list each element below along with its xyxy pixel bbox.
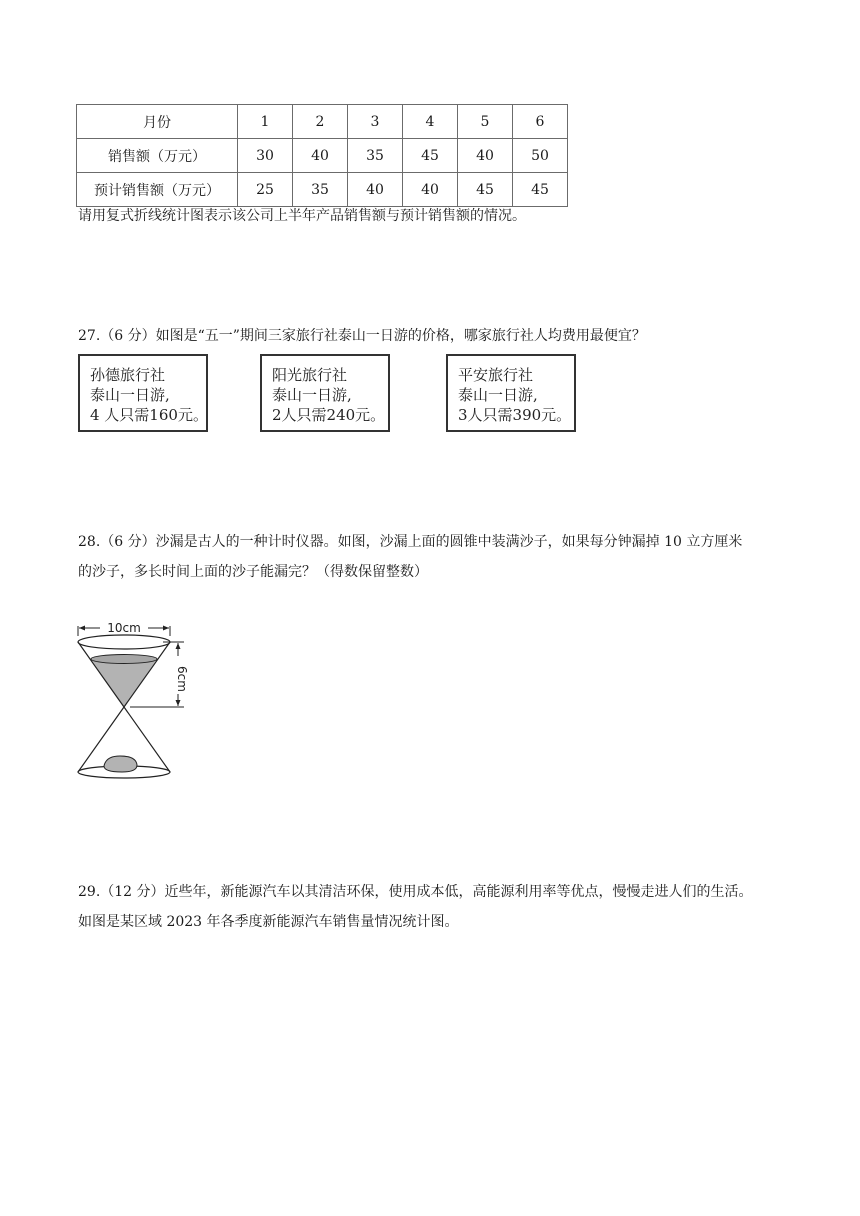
agency-name: 孙德旅行社	[90, 366, 166, 384]
table-header-cell: 5	[458, 105, 513, 139]
q29-text-line2: 如图是某区域 2023 年各季度新能源汽车销售量情况统计图。	[78, 914, 459, 930]
table-cell: 40	[293, 139, 348, 173]
diameter-dimension	[78, 621, 170, 636]
sand-pile	[104, 756, 137, 772]
agency-name: 阳光旅行社	[272, 366, 348, 384]
q28-text-line2: 的沙子，多长时间上面的沙子能漏完？（得数保留整数）	[78, 564, 428, 580]
agency-card	[446, 354, 576, 432]
upper-cone-rim	[78, 635, 170, 649]
table-cell: 45	[513, 173, 568, 207]
agency-offer: 2人只需240元。	[272, 406, 386, 424]
table-header-cell: 3	[348, 105, 403, 139]
q29-text-line1: 29.（12 分）近些年，新能源汽车以其清洁环保，使用成本低，高能源利用率等优点，慢慢走进人们的生活。	[78, 884, 753, 900]
table-header-cell: 2	[293, 105, 348, 139]
agency-trip: 泰山一日游,	[90, 386, 170, 404]
table-row	[77, 139, 568, 173]
agency-offer: 4 人只需160元。	[90, 406, 208, 424]
table-cell: 45	[403, 139, 458, 173]
sales-table	[76, 104, 568, 207]
table-cell: 40	[348, 173, 403, 207]
agency-trip: 泰山一日游,	[272, 386, 352, 404]
q26-instruction: 请用复式折线统计图表示该公司上半年产品销售额与预计销售额的情况。	[78, 208, 526, 224]
agency-card	[260, 354, 390, 432]
table-cell: 35	[293, 173, 348, 207]
table-header-cell: 月份	[77, 105, 238, 139]
agency-trip: 泰山一日游,	[458, 386, 538, 404]
diameter-label: 10cm	[107, 621, 141, 635]
q28-text-line1: 28.（6 分）沙漏是古人的一种计时仪器。如图，沙漏上面的圆锥中装满沙子，如果每分钟漏掉 10 立方厘米	[78, 534, 743, 550]
table-header-cell: 4	[403, 105, 458, 139]
agency-card	[78, 354, 208, 432]
hourglass-diagram	[60, 610, 210, 790]
row-label: 预计销售额（万元）	[77, 173, 238, 207]
table-cell: 35	[348, 139, 403, 173]
table-row	[77, 173, 568, 207]
table-cell: 45	[458, 173, 513, 207]
table-cell: 30	[238, 139, 293, 173]
sand-surface	[91, 655, 157, 664]
table-cell: 40	[403, 173, 458, 207]
agency-name: 平安旅行社	[458, 366, 534, 384]
table-cell: 40	[458, 139, 513, 173]
row-label: 销售额（万元）	[77, 139, 238, 173]
height-label: 6cm	[175, 666, 189, 692]
table-header-cell: 1	[238, 105, 293, 139]
q27-text: 27.（6 分）如图是“五一”期间三家旅行社泰山一日游的价格，哪家旅行社人均费用最便宜？	[78, 328, 646, 344]
table-header-cell: 6	[513, 105, 568, 139]
table-cell: 25	[238, 173, 293, 207]
agency-offer: 3人只需390元。	[458, 406, 572, 424]
table-header-row	[77, 105, 568, 139]
table-cell: 50	[513, 139, 568, 173]
